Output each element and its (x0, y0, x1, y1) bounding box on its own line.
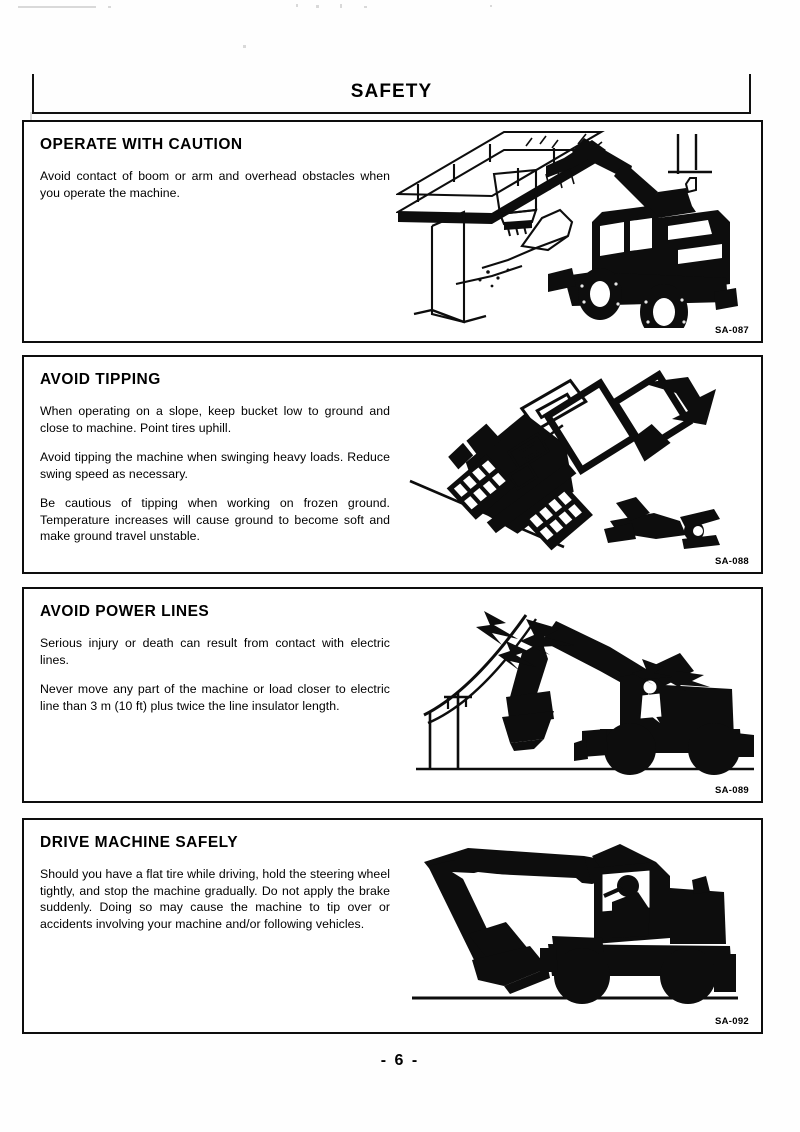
section-body (40, 635, 390, 714)
section-body (40, 403, 390, 545)
figure-machine-tipping-on-slope (404, 363, 754, 563)
figure-excavator-striking-overhead-structure (396, 126, 752, 328)
section-heading: DRIVE MACHINE SAFELY (40, 834, 239, 851)
section-paragraph: When operating on a slope, keep bucket low to ground and close to machine. Point tires uphill. (40, 404, 390, 435)
section-paragraph: Never move any part of the machine or load closer to electric line than 3 m (10 ft) plus twice the line insulator length. (40, 682, 390, 713)
figure-code: SA-087 (714, 325, 749, 336)
figure-code: SA-088 (714, 556, 749, 567)
scan-artifact (364, 6, 367, 8)
section-body (40, 168, 390, 201)
figure-code: SA-092 (714, 1016, 749, 1027)
scan-artifact (18, 6, 96, 8)
scan-artifact (340, 4, 342, 8)
safety-section-operate-with-caution (22, 120, 763, 343)
section-paragraph: Serious injury or death can result from contact with electric lines. (40, 636, 390, 667)
scan-artifact (490, 5, 492, 7)
figure-code: SA-089 (714, 785, 749, 796)
scan-artifact (296, 4, 298, 7)
scan-artifact (316, 5, 319, 8)
page-header (32, 74, 751, 114)
safety-section-avoid-power-lines (22, 587, 763, 803)
scan-artifact (243, 45, 246, 48)
figure-excavator-contacting-power-line (414, 593, 759, 791)
section-heading: AVOID POWER LINES (40, 603, 210, 620)
section-heading: OPERATE WITH CAUTION (40, 136, 243, 153)
page-number: - 6 - (380, 1052, 420, 1069)
section-paragraph: Be cautious of tipping when working on frozen ground. Temperature increases will cause ground to become soft and make ground travel unstable. (40, 496, 390, 543)
safety-section-avoid-tipping (22, 355, 763, 574)
section-paragraph: Avoid tipping the machine when swinging heavy loads. Reduce swing speed as necessary. (40, 450, 390, 481)
scan-artifact (108, 6, 111, 8)
figure-excavator-driving-on-road (406, 826, 756, 1021)
safety-section-drive-machine-safely (22, 818, 763, 1034)
section-body (40, 866, 390, 932)
page-title: SAFETY (350, 80, 433, 102)
section-paragraph: Should you have a flat tire while driving, hold the steering wheel tightly, and stop the machine gradually. Do not apply the brake suddenly. Doing so may cause the machine to tip over or accidents involving your machine and/or following vehicles. (40, 867, 390, 931)
section-paragraph: Avoid contact of boom or arm and overhead obstacles when you operate the machine. (40, 169, 390, 200)
section-heading: AVOID TIPPING (40, 371, 161, 388)
